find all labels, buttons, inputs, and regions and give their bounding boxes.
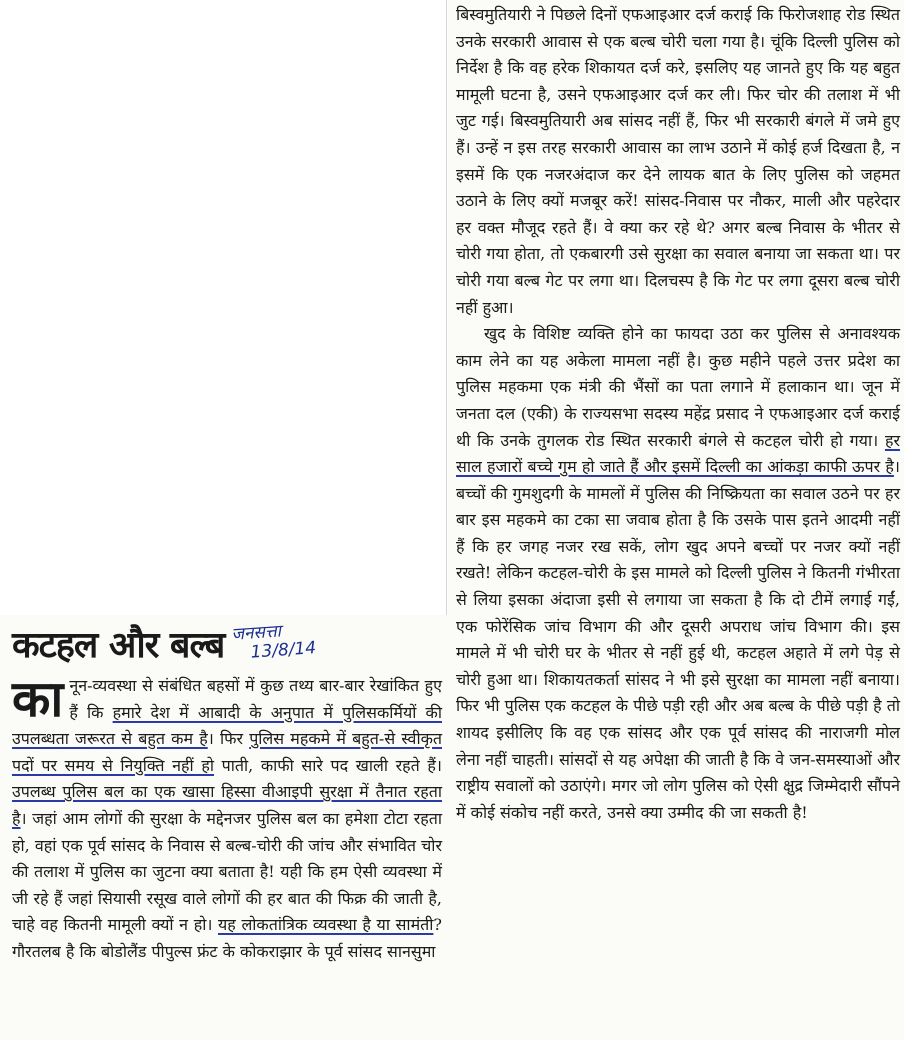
left-text-3: पाती, काफी सारे पद खाली रहते हैं। — [213, 755, 442, 775]
left-text-5: ? गौरतलब है कि बोडोलैंड पीपुल्स फ्रंट के कोकराझार के पूर्व सांसद सानसुमा — [12, 915, 442, 961]
underlined-vacancies: पुलिस महकमे में बहुत-से स्वीकृत पदों पर समय से नियुक्ति नहीं हो — [12, 729, 442, 775]
right-column — [448, 0, 904, 1040]
left-column — [0, 615, 448, 1040]
left-text-1: नून-व्यवस्था से संबंधित बहसों में कुछ तथ्य बार-बार रेखांकित हुए हैं कि — [69, 676, 442, 722]
right-paragraph-2 — [456, 321, 900, 826]
underlined-vip-security: उपलब्ध पुलिस बल का एक खासा हिस्सा वीआइपी सुरक्षा में तैनात रहता है — [12, 782, 442, 828]
drop-cap: का — [12, 670, 64, 728]
left-paragraph — [12, 670, 442, 966]
right-paragraph-2-text-b: । बच्चों की गुमशुदगी के मामलों में पुलिस की निष्क्रियता का सवाल उठने पर हर बार इस महकमे का टका सा जवाब होता है कि उसके पास इतने आदमी नहीं हैं कि हर जगह नजर रख सकें, लोग खुद अपने बच्चों पर नजर क्यों नहीं रखते! लेकिन कटहल-चोरी के इस मामले को दिल्ली पुलिस ने कितनी गंभीरता से लिया इसका अंदाजा इसी से लगाया जा सकता है कि दो टीमें लगाई गईं, एक फोरेंसिक जांच विभाग की और दूसरी अपराध जांच विभाग की। इस मामले में भी चोरी घर के भीतर से नहीं हुई थी, कटहल अहाते में लगे पेड़ से चोरी हुआ था। शिकायतकर्ता सांसद ने भी इसे सुरक्षा का मामला नहीं बनाया। फिर भी पुलिस एक कटहल के पीछे पड़ी रही और अब बल्ब के पीछे पड़ी है तो शायद इसीलिए कि वह एक सांसद और एक पूर्व सांसद की नाराजगी मोल लेना नहीं चाहती। सांसदों से यह अपेक्षा की जाती है कि वे जन-समस्याओं और राष्ट्रीय सवालों को उठाएंगे। मगर जो लोग पुलिस को ऐसी क्षुद्र जिम्मेदारी सौंपने में कोई संकोच नहीं करते, उनसे क्या उम्मीद की जा सकती है! — [456, 457, 900, 822]
left-text-4: । जहां आम लोगों की सुरक्षा के मद्देनजर पुलिस बल का हमेशा टोटा रहता हो, वहां एक पूर्व सांसद के निवास से बल्ब-चोरी की जांच और संभावित चोर की तलाश में पुलिस का जुटना क्या बताता है! यही कि हम ऐसी व्यवस्था में जी रहे हैं जहां सियासी रसूख वाले लोगों की हर बात की फिक्र की जाती है, चाहे वह कितनी मामूली क्यों न हो। — [12, 808, 442, 935]
underlined-missing-children: हर साल हजारों बच्चे गुम हो जाते हैं और इसमें दिल्ली का आंकड़ा काफी ऊपर है — [456, 430, 900, 477]
handwritten-source-note — [231, 620, 317, 664]
handwritten-date: 13/8/14 — [250, 638, 318, 663]
handwritten-source: जनसत्ता — [231, 621, 282, 645]
left-text-2: । फिर — [207, 729, 250, 749]
article-headline: कटहल और बल्ब — [12, 625, 225, 666]
underlined-police-ratio: हमारे देश में आबादी के अनुपात में पुलिसकर्मियों की उपलब्धता जरूरत से बहुत कम है — [12, 702, 442, 749]
right-paragraph-2-text-a: खुद के विशिष्ट व्यक्ति होने का फायदा उठा कर पुलिस से अनावश्यक काम लेने का यह अकेला मामला नहीं है। कुछ महीने पहले उत्तर प्रदेश का पुलिस महकमा एक मंत्री की भैंसों का पता लगाने में हलाकान था। जून में जनता दल (एकी) के राज्यसभा सदस्य महेंद्र प्रसाद ने एफआइआर दर्ज कराई थी कि उनके तुगलक रोड स्थित सरकारी बंगले से कटहल चोरी हो गया। — [456, 324, 900, 450]
headline-row — [12, 619, 442, 673]
article-body — [12, 670, 442, 966]
right-paragraph-1-text: बिस्वमुतियारी ने पिछले दिनों एफआइआर दर्ज कराई कि फिरोजशाह रोड स्थित उनके सरकारी आवास से एक बल्ब चोरी चला गया है। चूंकि दिल्ली पुलिस को निर्देश है कि वह हरेक शिकायत दर्ज करे, इसलिए यह जानते हुए कि यह बहुत मामूली घटना है, उसने एफआइआर दर्ज कर ली। फिर चोर की तलाश में भी जुट गई। बिस्वमुतियारी अब सांसद नहीं हैं, फिर भी सरकारी बंगले में जमे हुए हैं। उन्हें न इस तरह सरकारी आवास का लाभ उठाने में कोई हर्ज दिखता है, न इसमें कि एक नजरअंदाज कर देने लायक बात के लिए पुलिस को जहमत उठाने के लिए क्यों मजबूर करें! सांसद-निवास पर नौकर, माली और पहरेदार हर वक्त मौजूद रहते हैं। वे क्या कर रहे थे? अगर बल्ब निवास के भीतर से चोरी गया होता, तो एकबारगी उसे सुरक्षा का सवाल बनाया जा सकता था। पर चोरी गया बल्ब गेट पर लगा था। दिलचस्प है कि गेट पर लगा दूसरा बल्ब चोरी नहीं हुआ। — [456, 5, 900, 317]
right-paragraph-1 — [456, 2, 900, 321]
underlined-democracy-question: यह लोकतांत्रिक व्यवस्था है या सामंती — [218, 915, 434, 935]
